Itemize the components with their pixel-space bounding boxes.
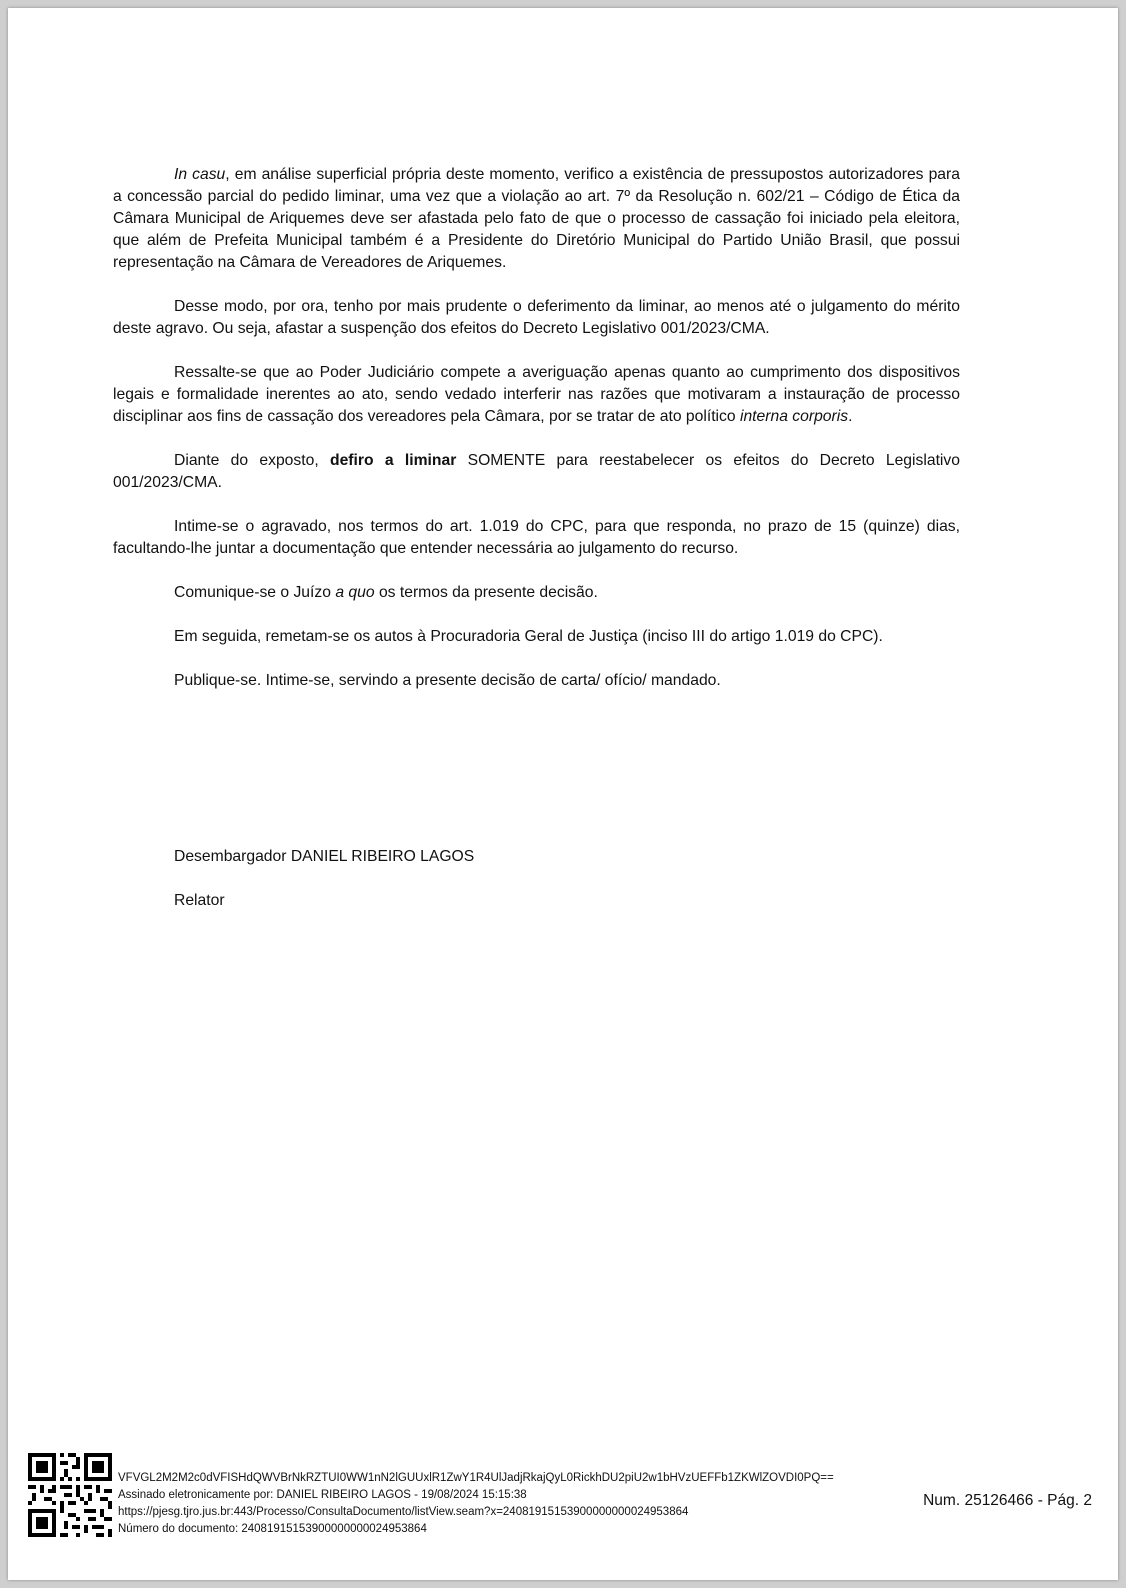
italic-interna-corporis: interna corporis [739, 408, 849, 425]
document-body [113, 164, 960, 714]
signed-by-line: Assinado eletronicamente por: DANIEL RIBEIRO LAGOS - 19/08/2024 15:15:38 [118, 1489, 527, 1501]
paragraph-7: Em seguida, remetam-se os autos à Procuradoria Geral de Justiça (inciso III do artigo 1.019 do CPC). [174, 628, 883, 645]
paragraph-4: Diante do exposto, defiro a liminar SOMENTE para reestabelecer os efeitos do Decreto Legislativo 001/2023/CMA. [113, 452, 960, 491]
italic-a-quo: a quo [335, 584, 375, 601]
italic-in-casu: In casu [174, 166, 226, 183]
paragraph-1: In casu, em análise superficial própria deste momento, verifico a existência de pressupostos autorizadores para a concessão parcial do pedido liminar, uma vez que a violação ao art. 7º da Resolução n. 602/21 – Código de Ética da Câmara Municipal de Ariquemes deve ser afastada pelo fato de que o processo de cassação foi iniciado pela eleitora, que além de Prefeita Municipal também é a Presidente do Diretório Municipal do Partido União Brasil, que possui representação na Câmara de Vereadores de Ariquemes. [113, 166, 960, 271]
paragraph-2: Desse modo, por ora, tenho por mais prudente o deferimento da liminar, ao menos até o julgamento do mérito deste agravo. Ou seja, afastar a suspenção dos efeitos do Decreto Legislativo 001/2023/CMA. [113, 298, 960, 337]
electronic-signature-info [118, 1470, 834, 1538]
qr-code-icon [28, 1453, 112, 1537]
document-url[interactable]: https://pjesg.tjro.jus.br:443/Processo/ConsultaDocumento/listView.seam?x=24081915153900000000024953864 [118, 1506, 689, 1518]
paragraph-8: Publique-se. Intime-se, servindo a presente decisão de carta/ ofício/ mandado. [174, 672, 721, 689]
page-number: Num. 25126466 - Pág. 2 [923, 1492, 1092, 1509]
bold-defiro-a-liminar: defiro a liminar [329, 452, 457, 469]
paragraph-5: Intime-se o agravado, nos termos do art. 1.019 do CPC, para que responda, no prazo de 15 (quinze) dias, facultando-lhe juntar a documentação que entender necessária ao julgamento do recurso. [113, 518, 960, 557]
document-page [8, 8, 1118, 1580]
document-hash: VFVGL2M2M2c0dVFISHdQWVBrNkRZTUI0WW1nN2lGUUxlR1ZwY1R4UlJadjRkajQyL0RickhDU2piU2w1bHVzUEFFb1ZKWlZOVDI0PQ== [118, 1472, 834, 1484]
signature-role: Relator [174, 892, 225, 909]
paragraph-3: Ressalte-se que ao Poder Judiciário compete a averiguação apenas quanto ao cumprimento dos dispositivos legais e formalidade inerentes ao ato, sendo vedado interferir nas razões que motivaram a instauração de processo disciplinar aos fins de cassação dos vereadores pela Câmara, por se tratar de ato político interna corporis. [113, 364, 960, 425]
document-number: Número do documento: 24081915153900000000024953864 [118, 1523, 427, 1535]
paragraph-6: Comunique-se o Juízo a quo os termos da presente decisão. [174, 584, 598, 601]
signature-name: Desembargador DANIEL RIBEIRO LAGOS [174, 848, 475, 865]
